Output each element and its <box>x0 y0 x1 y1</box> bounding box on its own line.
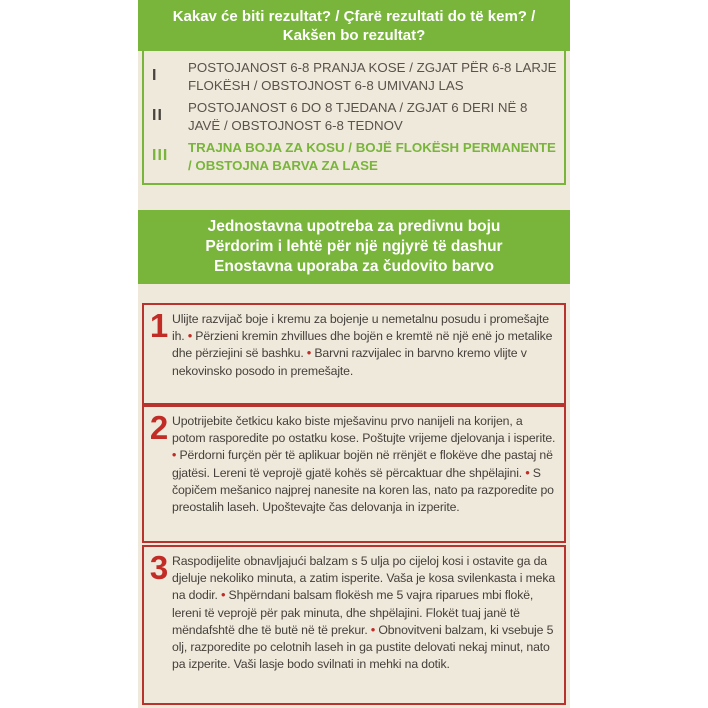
step-number: 2 <box>149 409 169 446</box>
step-number: 1 <box>149 307 169 344</box>
bullet-separator: • <box>172 448 177 463</box>
step-text <box>172 553 556 673</box>
step-number: 3 <box>149 549 169 586</box>
results-title: Kakav će biti rezultat? / Çfarë rezultati do të kem? / Kakšen bo rezultat? <box>138 0 570 51</box>
result-roman: II <box>152 107 163 124</box>
usage-title-line: Jednostavna upotreba za predivnu boju <box>207 218 501 235</box>
step-3 <box>142 545 566 705</box>
step-text-sq: Shpërndani balsam flokësh me 5 vajra riparues mbi flokë, lereni të veprojë për pak minuta, dhe shpëlajini. Flokët tuaj janë të mëndafshtë dhe të butë në të prekur. <box>172 588 534 637</box>
result-text: POSTOJANOST 6-8 PRANJA KOSE / ZGJAT PËR 6-8 LARJE FLOKËSH / OBSTOJNOST 6-8 UMIVANJ LAS <box>188 60 557 93</box>
usage-title <box>138 210 570 284</box>
step-text-sq: Përdorni furçën për të aplikuar bojën në rrënjët e flokëve dhe pastaj në gjatësi. Lereni të veprojë gjatë kohës së përcaktuar dhe shpëlajini. <box>172 448 553 480</box>
result-item <box>152 59 558 95</box>
result-text: TRAJNA BOJA ZA KOSU / BOJË FLOKËSH PERMANENTE / OBSTOJNA BARVA ZA LASE <box>188 140 556 173</box>
result-item <box>152 139 558 175</box>
usage-title-line: Enostavna uporaba za čudovito barvo <box>214 258 494 275</box>
result-text: POSTOJANOST 6 DO 8 TJEDANA / ZGJAT 6 DERI NË 8 JAVË / OBSTOJNOST 6-8 TEDNOV <box>188 100 528 133</box>
step-text-sl: Barvni razvijalec in barvno kremo vlijte v nekovinsko posodo in premešajte. <box>172 346 527 378</box>
bullet-separator: • <box>221 588 226 603</box>
result-roman: III <box>152 147 169 164</box>
step-2 <box>142 405 566 543</box>
step-text-hr: Upotrijebite četkicu kako biste mješavinu prvo nanijeli na korijen, a potom rasporedite po ostatku kose. Poštujte vrijeme djelovanja i isperite. <box>172 414 556 446</box>
usage-title-line: Përdorim i lehtë për një ngjyrë të dashur <box>205 238 503 255</box>
result-roman: I <box>152 67 158 84</box>
step-1 <box>142 303 566 405</box>
step-text-sl: S čopičem mešanico najprej nanesite na koren las, nato pa razporedite po preostalih laseh. Upoštevajte čas delovanja in izperite. <box>172 465 554 515</box>
step-text-hr: Ulijte razvijač boje i kremu za bojenje u nemetalnu posudu i promešajte ih. <box>172 312 549 344</box>
bullet-separator: • <box>370 622 376 637</box>
results-list <box>142 51 566 185</box>
bullet-separator: • <box>525 465 530 480</box>
step-text <box>172 413 556 516</box>
instruction-panel <box>138 0 570 708</box>
bullet-separator: • <box>306 346 312 361</box>
step-text-hr: Raspodijelite obnavljajući balzam s 5 ulja po cijeloj kosi i ostavite ga da djeluje nekoliko minuta, a zatim isperite. Vaša je kosa svilenkasta i meka na dodir. <box>172 554 556 603</box>
bullet-separator: • <box>187 329 192 344</box>
result-item <box>152 99 558 135</box>
step-text-sl: Obnovitveni balzam, ki vsebuje 5 olj, razporedite po celotnih laseh in ga pustite delovati nekaj minut, nato pa izperite. Vaši lasje bodo svilnati in mehki na dotik. <box>172 622 554 672</box>
step-text <box>172 311 556 380</box>
step-text-sq: Përzieni kremin zhvillues dhe bojën e kremtë në një enë jo metalike dhe përziejini së bashku. <box>172 329 553 361</box>
